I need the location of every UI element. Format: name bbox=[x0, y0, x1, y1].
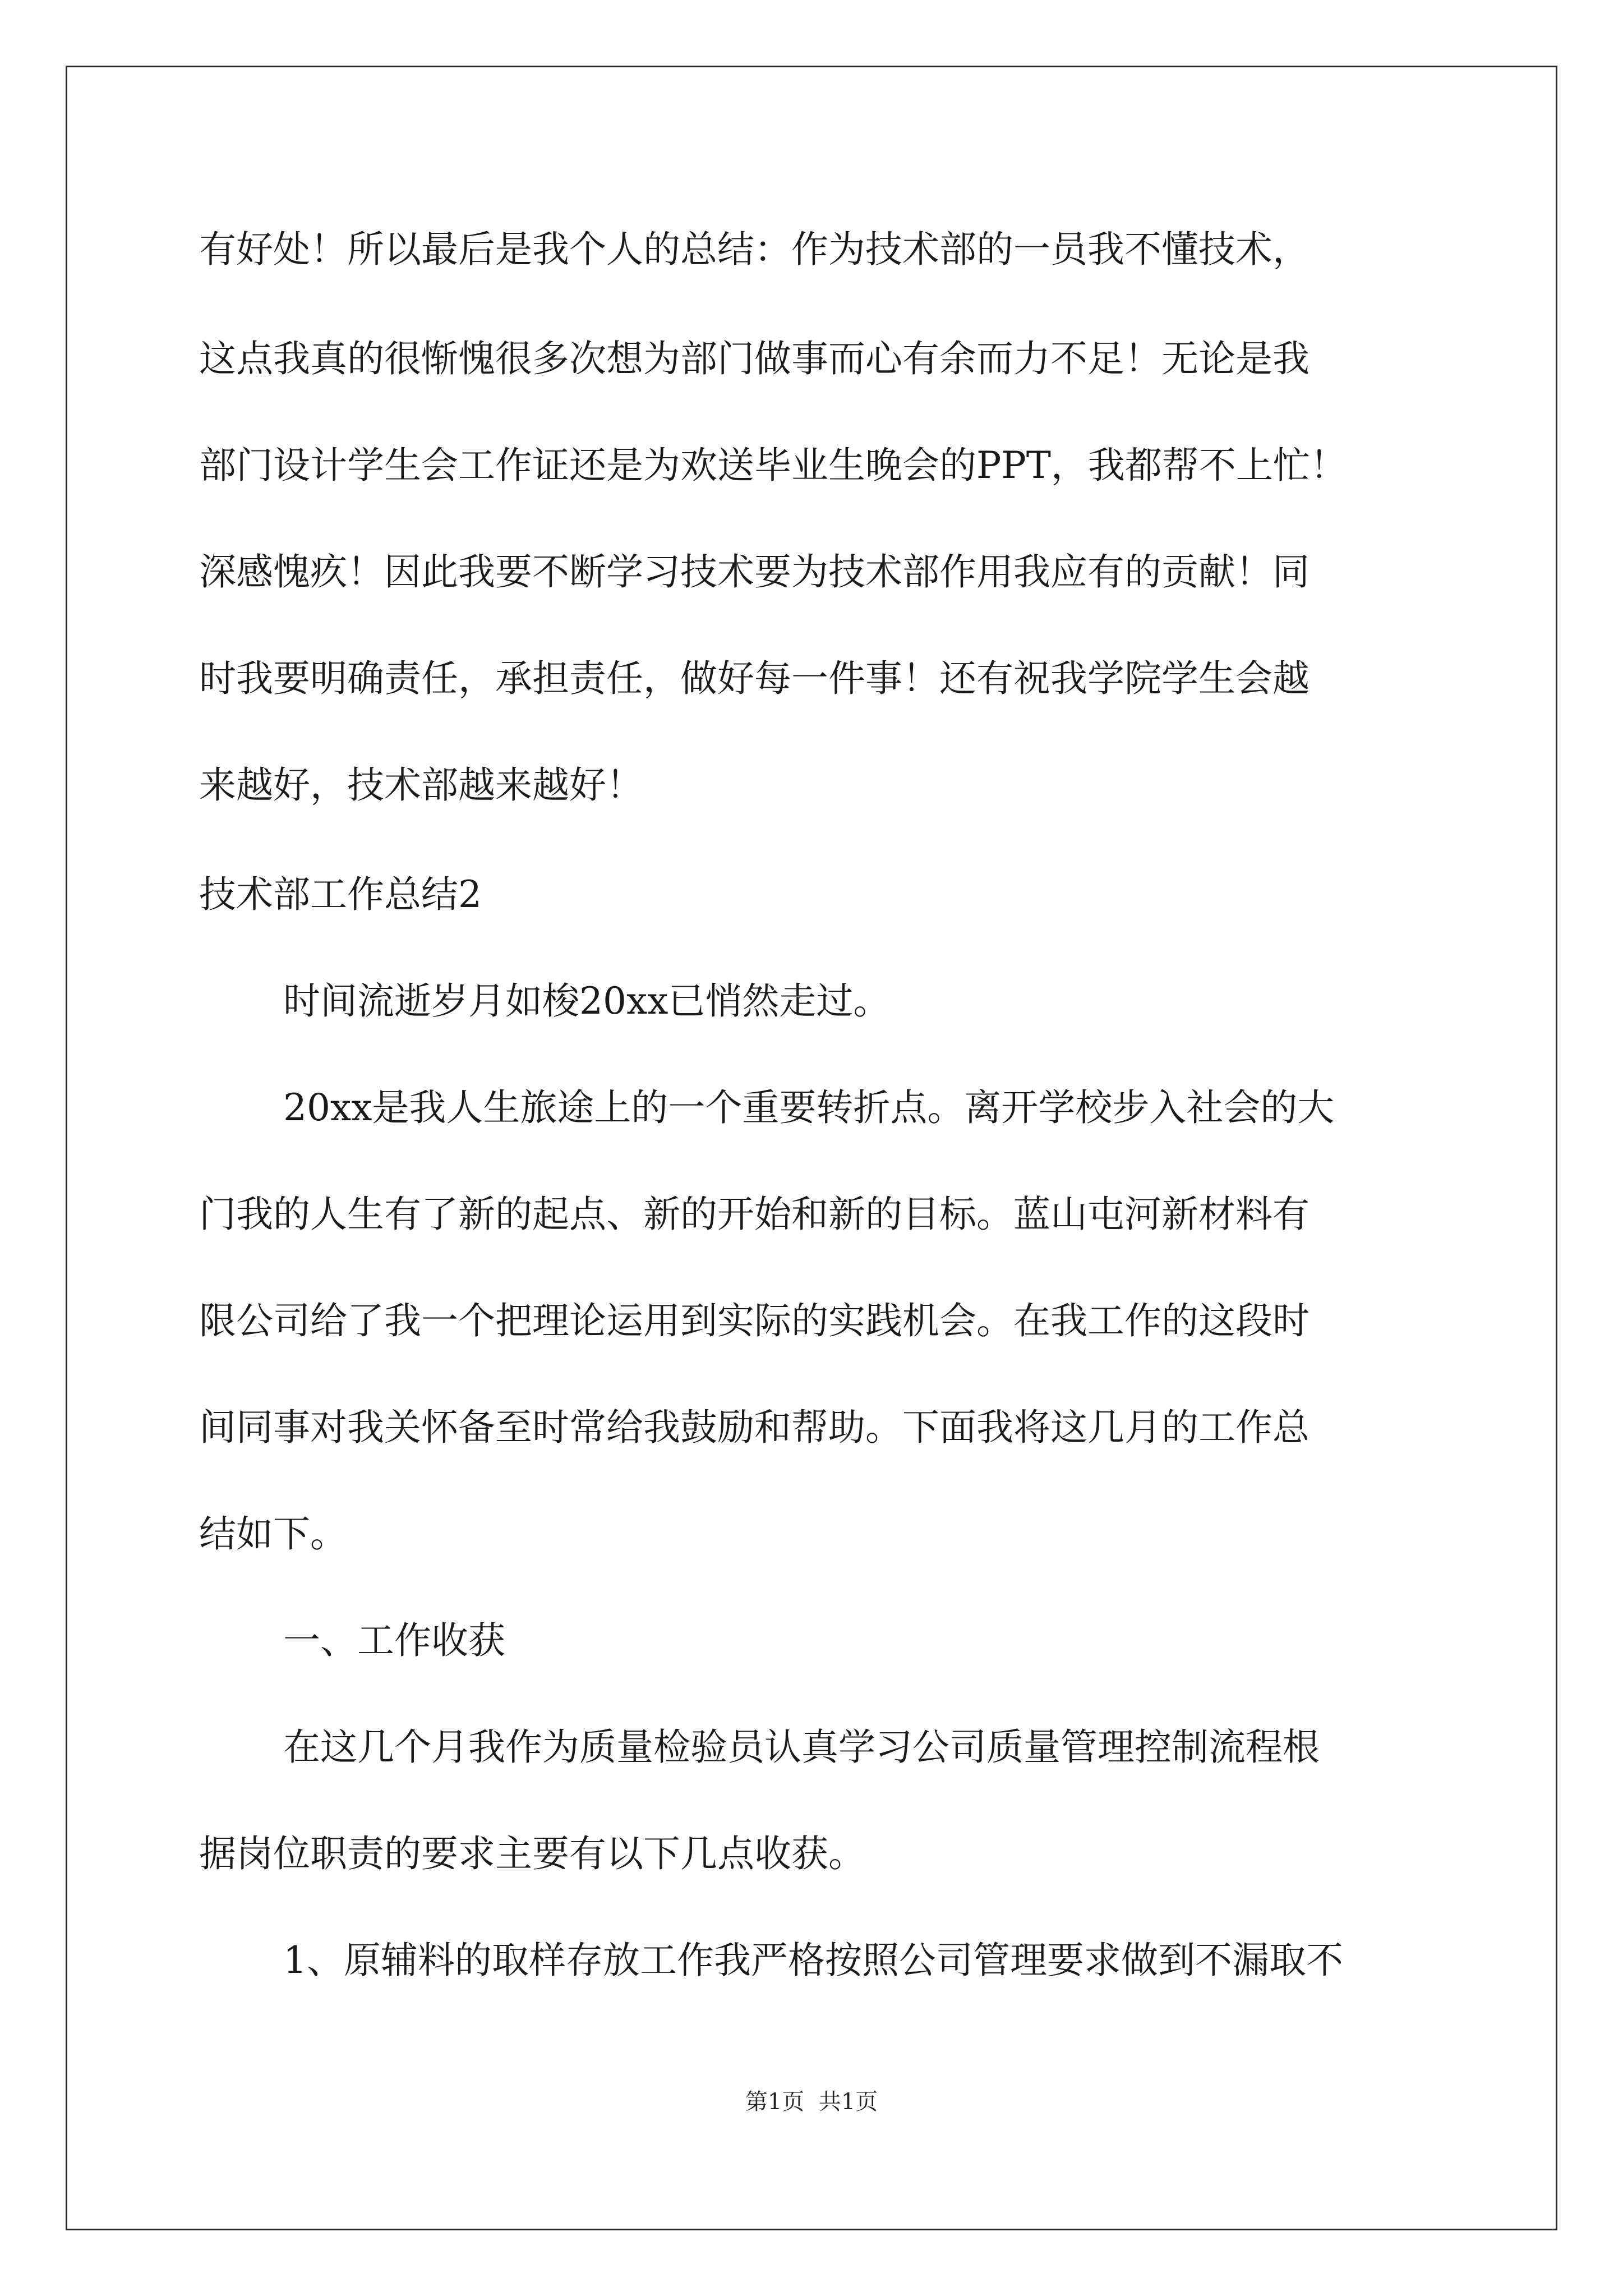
body-line: 门我的人生有了新的起点、新的开始和新的目标。蓝山屯河新材料有 bbox=[199, 1193, 1310, 1236]
body-line: 1、原辅料的取样存放工作我严格按照公司管理要求做到不漏取不 bbox=[283, 1939, 1343, 1982]
page-border bbox=[66, 66, 1557, 2230]
body-line: 间同事对我关怀备至时常给我鼓励和帮助。下面我将这几月的工作总 bbox=[199, 1406, 1310, 1449]
body-line: 深感愧疚！因此我要不断学习技术要为技术部作用我应有的贡献！同 bbox=[199, 550, 1310, 593]
body-line: 在这几个月我作为质量检验员认真学习公司质量管理控制流程根 bbox=[283, 1726, 1320, 1769]
body-line: 时我要明确责任，承担责任，做好每一件事！还有祝我学院学生会越 bbox=[199, 657, 1310, 700]
subsection-heading: 一、工作收获 bbox=[283, 1619, 505, 1662]
body-line: 部门设计学生会工作证还是为欢送毕业生晚会的PPT，我都帮不上忙！ bbox=[199, 444, 1347, 487]
body-line: 结如下。 bbox=[199, 1512, 347, 1556]
body-line: 有好处！所以最后是我个人的总结：作为技术部的一员我不懂技术， bbox=[199, 228, 1310, 271]
body-line: 20xx是我人生旅途上的一个重要转折点。离开学校步入社会的大 bbox=[283, 1086, 1335, 1129]
section-heading: 技术部工作总结2 bbox=[199, 873, 482, 916]
page-footer: 第1页 共1页 bbox=[745, 2089, 878, 2115]
body-line: 限公司给了我一个把理论运用到实际的实践机会。在我工作的这段时 bbox=[199, 1299, 1310, 1342]
body-line: 来越好，技术部越来越好！ bbox=[199, 763, 643, 807]
body-line: 时间流逝岁月如梭20xx已悄然走过。 bbox=[283, 979, 891, 1023]
body-line: 据岗位职责的要求主要有以下几点收获。 bbox=[199, 1832, 865, 1875]
body-line: 这点我真的很惭愧很多次想为部门做事而心有余而力不足！无论是我 bbox=[199, 337, 1310, 380]
